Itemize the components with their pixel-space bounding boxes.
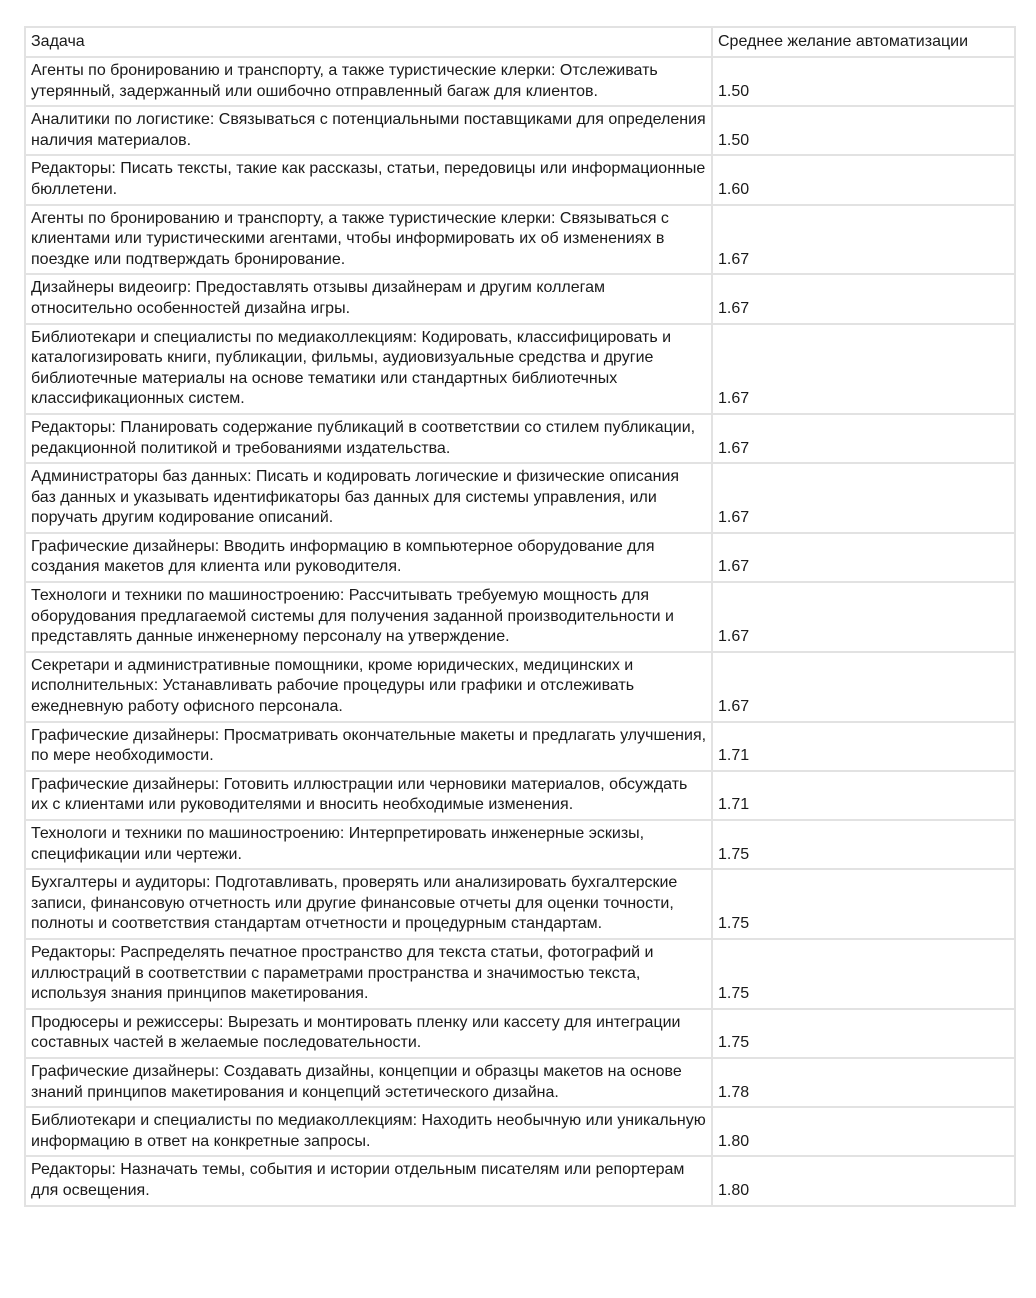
task-cell: Продюсеры и режиссеры: Вырезать и монтировать пленку или кассету для интеграции составных частей в желаемые последовательности. (25, 1009, 712, 1058)
task-cell: Секретари и административные помощники, кроме юридических, медицинских и исполнительных: Устанавливать рабочие процедуры или графики и отслеживать ежедневную работу офисного персонала. (25, 652, 712, 722)
task-cell: Технологи и техники по машиностроению: Интерпретировать инженерные эскизы, спецификации или чертежи. (25, 820, 712, 869)
task-cell: Редакторы: Планировать содержание публикаций в соответствии со стилем публикации, редакционной политикой и требованиями издательства. (25, 414, 712, 463)
table-row (25, 463, 1015, 533)
table-row (25, 205, 1015, 275)
table-row (25, 722, 1015, 771)
task-cell: Графические дизайнеры: Создавать дизайны, концепции и образцы макетов на основе знаний принципов макетирования и концепций эстетического дизайна. (25, 1058, 712, 1107)
header-task: Задача (25, 27, 712, 57)
task-cell: Графические дизайнеры: Готовить иллюстрации или черновики материалов, обсуждать их с клиентами или руководителями и вносить необходимые изменения. (25, 771, 712, 820)
value-cell: 1.67 (712, 274, 1015, 323)
value-cell: 1.67 (712, 533, 1015, 582)
table-row (25, 324, 1015, 414)
value-cell: 1.67 (712, 324, 1015, 414)
table-row (25, 414, 1015, 463)
table-row (25, 57, 1015, 106)
value-cell: 1.71 (712, 771, 1015, 820)
table-row (25, 274, 1015, 323)
task-cell: Библиотекари и специалисты по медиаколлекциям: Находить необычную или уникальную информацию в ответ на конкретные запросы. (25, 1107, 712, 1156)
value-cell: 1.67 (712, 463, 1015, 533)
task-cell: Агенты по бронированию и транспорту, а также туристические клерки: Отслеживать утерянный, задержанный или ошибочно отправленный багаж для клиентов. (25, 57, 712, 106)
task-cell: Дизайнеры видеоигр: Предоставлять отзывы дизайнерам и другим коллегам относительно особенностей дизайна игры. (25, 274, 712, 323)
value-cell: 1.50 (712, 106, 1015, 155)
table-row (25, 1107, 1015, 1156)
task-cell: Редакторы: Распределять печатное пространство для текста статьи, фотографий и иллюстраций в соответствии с параметрами пространства и значимостью текста, используя знания принципов макетирования. (25, 939, 712, 1009)
value-cell: 1.60 (712, 155, 1015, 204)
value-cell: 1.67 (712, 414, 1015, 463)
value-cell: 1.75 (712, 820, 1015, 869)
table-row (25, 1058, 1015, 1107)
table-row (25, 869, 1015, 939)
value-cell: 1.50 (712, 57, 1015, 106)
value-cell: 1.67 (712, 652, 1015, 722)
value-cell: 1.80 (712, 1107, 1015, 1156)
value-cell: 1.67 (712, 205, 1015, 275)
task-cell: Технологи и техники по машиностроению: Рассчитывать требуемую мощность для оборудования предлагаемой системы для получения заданной производительности и представлять данные инженерному персоналу на утверждение. (25, 582, 712, 652)
table-row (25, 582, 1015, 652)
header-average-automation-desire: Среднее желание автоматизации (712, 27, 1015, 57)
value-cell: 1.75 (712, 1009, 1015, 1058)
task-cell: Агенты по бронированию и транспорту, а также туристические клерки: Связываться с клиентами или туристическими агентами, чтобы информировать их об изменениях в поездке или подтверждать бронирование. (25, 205, 712, 275)
header-row (25, 27, 1015, 57)
task-cell: Графические дизайнеры: Просматривать окончательные макеты и предлагать улучшения, по мере необходимости. (25, 722, 712, 771)
task-cell: Аналитики по логистике: Связываться с потенциальными поставщиками для определения наличия материалов. (25, 106, 712, 155)
table-row (25, 939, 1015, 1009)
table-row (25, 652, 1015, 722)
table-row (25, 1009, 1015, 1058)
task-cell: Администраторы баз данных: Писать и кодировать логические и физические описания баз данных и указывать идентификаторы баз данных для системы управления, или поручать другим кодирование описаний. (25, 463, 712, 533)
value-cell: 1.75 (712, 869, 1015, 939)
table-body (25, 57, 1015, 1206)
table-row (25, 106, 1015, 155)
table-row (25, 820, 1015, 869)
table-row (25, 533, 1015, 582)
automation-desire-table (24, 26, 1016, 1207)
task-cell: Библиотекари и специалисты по медиаколлекциям: Кодировать, классифицировать и каталогизировать книги, публикации, фильмы, аудиовизуальные средства и другие библиотечные материалы на основе тематики или стандартных библиотечных классификационных систем. (25, 324, 712, 414)
task-cell: Редакторы: Писать тексты, такие как рассказы, статьи, передовицы или информационные бюллетени. (25, 155, 712, 204)
value-cell: 1.67 (712, 582, 1015, 652)
value-cell: 1.75 (712, 939, 1015, 1009)
value-cell: 1.78 (712, 1058, 1015, 1107)
task-cell: Редакторы: Назначать темы, события и истории отдельным писателям или репортерам для освещения. (25, 1156, 712, 1205)
value-cell: 1.71 (712, 722, 1015, 771)
table-row (25, 1156, 1015, 1205)
table-row (25, 771, 1015, 820)
table-row (25, 155, 1015, 204)
value-cell: 1.80 (712, 1156, 1015, 1205)
task-cell: Графические дизайнеры: Вводить информацию в компьютерное оборудование для создания макетов для клиента или руководителя. (25, 533, 712, 582)
task-cell: Бухгалтеры и аудиторы: Подготавливать, проверять или анализировать бухгалтерские записи, финансовую отчетность или другие финансовые отчеты для оценки точности, полноты и соответствия стандартам отчетности и процедурным стандартам. (25, 869, 712, 939)
